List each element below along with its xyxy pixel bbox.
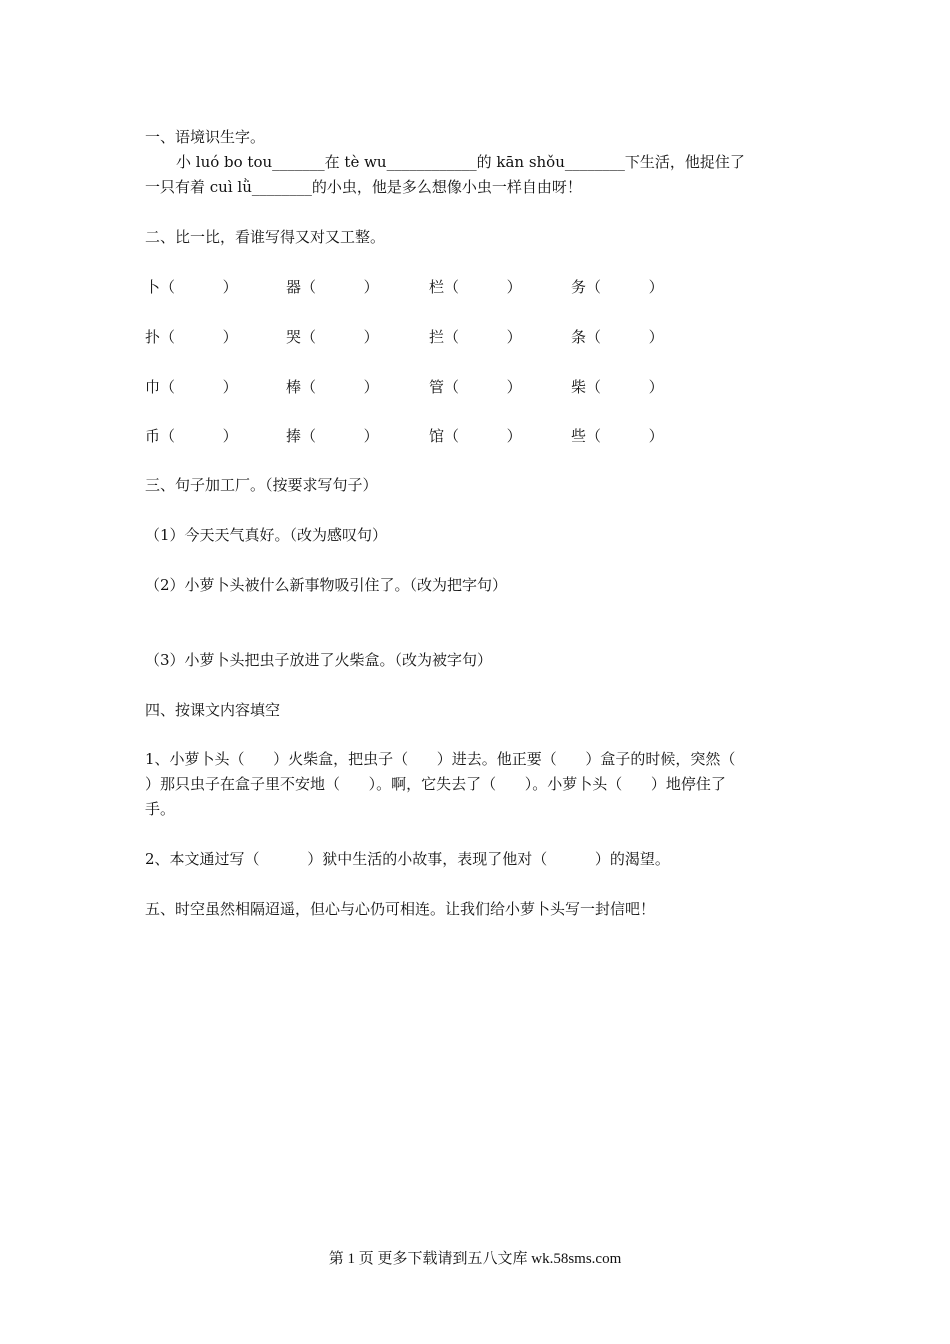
section2-title: 二、比一比，看谁写得又对又工整。 [145,228,386,246]
char-cell: 哭（ ） [286,328,379,346]
char-row-1 [145,276,705,296]
char-cell: 柴（ ） [571,378,664,396]
char-cell: 馆（ ） [429,427,522,445]
char-cell: 条（ ） [571,328,664,346]
section5-title: 五、时空虽然相隔迢遥，但心与心仍可相连。让我们给小萝卜头写一封信吧！ [145,900,656,918]
section1-line2: 一只有着 cuì lǜ________的小虫，他是多么想像小虫一样自由呀！ [145,178,582,196]
section3-item-3: （3）小萝卜头把虫子放进了火柴盒。（改为被字句） [145,651,493,669]
char-cell: 栏（ ） [429,278,522,296]
section4-title: 四、按课文内容填空 [145,701,281,719]
char-row-3 [145,376,705,396]
char-cell: 务（ ） [571,278,664,296]
char-cell: 棒（ ） [286,378,379,396]
char-cell: 器（ ） [286,278,379,296]
char-cell: 管（ ） [429,378,522,396]
char-cell: 扑（ ） [145,328,238,346]
char-cell: 币（ ） [145,427,238,445]
section3-item-1: （1）今天天气真好。（改为感叹句） [145,526,388,544]
char-cell: 捧（ ） [286,427,379,445]
char-cell: 拦（ ） [429,328,522,346]
char-cell: 些（ ） [571,427,664,445]
section4-q1-line2: ）那只虫子在盒子里不安地（ ）。啊，它失去了（ ）。小萝卜头（ ）地停住了 [145,775,726,793]
char-row-2 [145,326,705,346]
section4-q2: 2、本文通过写（ ）狱中生活的小故事，表现了他对（ ）的渴望。 [145,850,670,868]
section1-title: 一、语境识生字。 [145,128,266,146]
section3-title: 三、句子加工厂。（按要求写句子） [145,476,378,494]
char-cell: 卜（ ） [145,278,238,296]
section4-q1-line1: 1、小萝卜头（ ）火柴盒，把虫子（ ）进去。他正要（ ）盒子的时候，突然（ [145,750,736,768]
section3-item-2: （2）小萝卜头被什么新事物吸引住了。（改为把字句） [145,576,508,594]
char-cell: 巾（ ） [145,378,238,396]
char-row-4 [145,425,705,445]
page-footer: 第 1 页 更多下载请到五八文库 wk.58sms.com [328,1251,622,1267]
section4-q1-line3: 手。 [145,800,176,818]
section1-line1: 小 luó bo tou_______在 tè wu____________的 kān shǒu________下生活，他捉住了 [176,153,745,171]
